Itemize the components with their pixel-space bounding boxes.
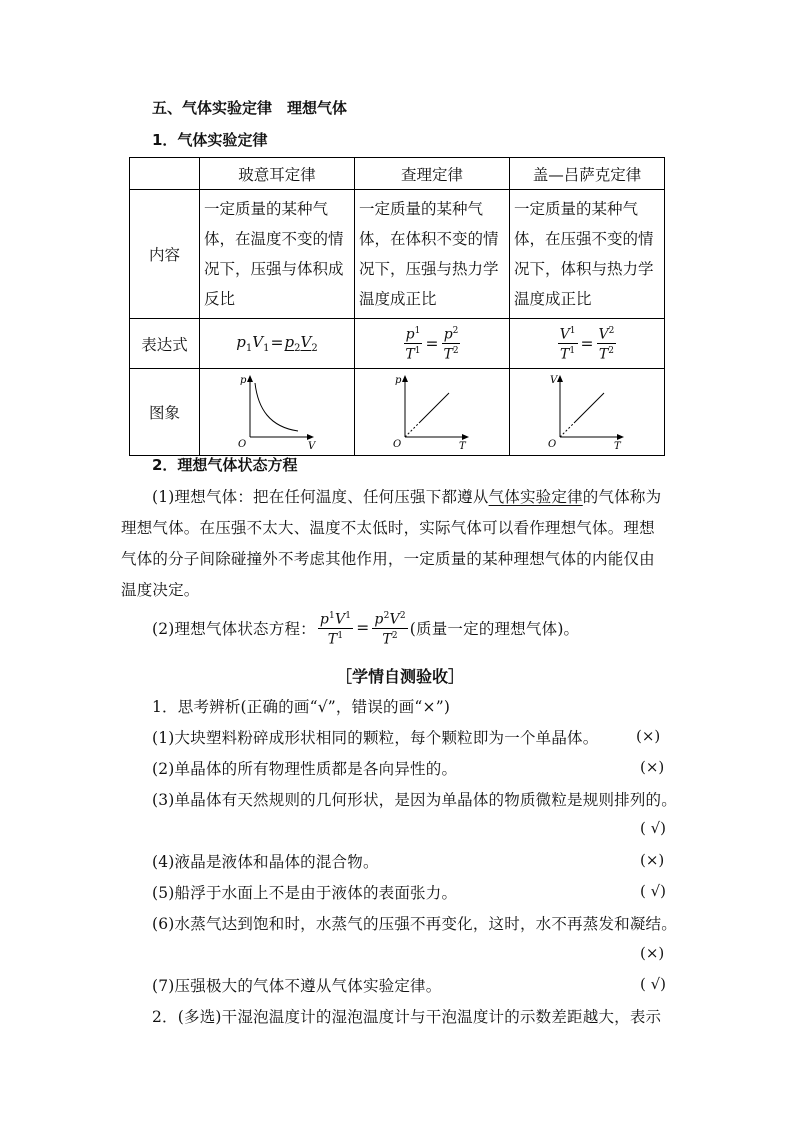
q1-title: 1．思考辨析(正确的画“√”，错误的画“×”) xyxy=(152,698,451,716)
row-label-content: 内容 xyxy=(130,190,200,319)
graph-charles-origin: O xyxy=(393,439,402,450)
table-header-boyle: 玻意耳定律 xyxy=(200,158,355,190)
ideal-gas-para-line3: 气体的分子间除碰撞外不考虑其他作用，一定质量的某种理想气体的内能仅由 xyxy=(121,550,655,568)
graph-gay-lussac xyxy=(510,369,663,451)
table-row-graph xyxy=(130,369,665,456)
gas-laws-table xyxy=(129,157,665,456)
graph-boyle xyxy=(200,369,353,451)
table-header-charles: 查理定律 xyxy=(355,158,510,190)
item-3-mark: ( √) xyxy=(640,819,667,837)
graph-charles xyxy=(355,369,508,451)
expr-charles: $\frac{p^1}{T^1}$ = $\frac{p^2}{T^2}$ xyxy=(355,319,510,369)
table-header-gay-lussac: 盖—吕萨克定律 xyxy=(510,158,665,190)
ideal-gas-para-line4: 温度决定。 xyxy=(121,581,200,599)
item-7-mark: ( √) xyxy=(640,975,667,993)
graph-charles-x-label: T xyxy=(459,441,466,451)
graph-charles-y-label: p xyxy=(395,375,402,386)
subsection-title-2: 2．理想气体状态方程 xyxy=(152,456,298,474)
self-test-header: ［学情自测验收］ xyxy=(336,667,465,686)
graph-boyle-x-label: V xyxy=(308,441,316,451)
item-5-text: (5)船浮于水面上不是由于液体的表面张力。 xyxy=(152,884,458,902)
q2-text: 2．(多选)干湿泡温度计的湿泡温度计与干泡温度计的示数差距越大，表示 xyxy=(152,1008,662,1026)
graph-gay-lussac-origin: O xyxy=(548,439,557,450)
item-2-text: (2)单晶体的所有物理性质都是各向异性的。 xyxy=(152,760,458,778)
section-title: 五、气体实验定律 理想气体 xyxy=(152,99,348,117)
content-gay-lussac: 一定质量的某种气体，在压强不变的情况下，体积与热力学温度成正比 xyxy=(514,200,654,308)
ideal-gas-para-line2: 理想气体。在压强不太大、温度不太低时，实际气体可以看作理想气体。理想 xyxy=(121,519,655,537)
item-1-text: (1)大块塑料粉碎成形状相同的颗粒，每个颗粒即为一个单晶体。 xyxy=(152,729,599,747)
item-7-text: (7)压强极大的气体不遵从气体实验定律。 xyxy=(152,977,442,995)
table-row-expression xyxy=(130,319,665,369)
row-label-expression: 表达式 xyxy=(130,319,200,369)
subsection-title-1: 1．气体实验定律 xyxy=(152,131,268,149)
content-charles: 一定质量的某种气体，在体积不变的情况下，压强与热力学温度成正比 xyxy=(359,200,499,308)
graph-boyle-cell xyxy=(200,369,355,456)
state-equation-lhs: $\frac{p^1V^1}{T^1}$ xyxy=(319,610,352,648)
item-6-text: (6)水蒸气达到饱和时，水蒸气的压强不再变化，这时，水不再蒸发和凝结。 xyxy=(152,915,677,933)
row-label-graph: 图象 xyxy=(130,369,200,456)
expr-boyle: $p_1V_1=p_2V_2$ xyxy=(200,319,355,369)
item-4-mark: (×) xyxy=(640,851,665,869)
state-equation-rhs: $\frac{p^2V^2}{T^2}$ xyxy=(374,610,406,648)
item-1-mark: (×) xyxy=(636,727,661,745)
item-3-text: (3)单晶体有天然规则的几何形状，是因为单晶体的物质微粒是规则排列的。 xyxy=(152,791,677,809)
graph-gay-lussac-x-label: T xyxy=(614,441,621,451)
graph-charles-cell xyxy=(355,369,510,456)
state-equation-line: (2)理想气体状态方程： $\frac{p^1V^1}{T^1}$ = $\frac{p^2V^2}{T^2}$ (质量一定的理想气体)。 xyxy=(152,610,580,648)
content-boyle: 一定质量的某种气体，在温度不变的情况下，压强与体积成反比 xyxy=(204,200,344,308)
underlined-gas-laws: 气体实验定律 xyxy=(488,488,583,506)
graph-boyle-y-label: p xyxy=(240,375,247,386)
ideal-gas-para-line1: (1)理想气体：把在任何温度、任何压强下都遵从气体实验定律的气体称为 xyxy=(152,488,662,506)
graph-boyle-origin: O xyxy=(238,439,247,450)
graph-gay-lussac-y-label: V xyxy=(550,375,558,386)
table-row-content xyxy=(130,190,665,319)
table-header-empty xyxy=(130,158,200,190)
expr-gay-lussac: $\frac{V^1}{T^1}$ = $\frac{V^2}{T^2}$ xyxy=(510,319,665,369)
item-6-mark: (×) xyxy=(640,944,665,962)
graph-gay-lussac-cell xyxy=(510,369,665,456)
item-5-mark: ( √) xyxy=(640,882,667,900)
item-4-text: (4)液晶是液体和晶体的混合物。 xyxy=(152,853,379,871)
item-2-mark: (×) xyxy=(640,758,665,776)
table-header-row xyxy=(130,158,665,190)
